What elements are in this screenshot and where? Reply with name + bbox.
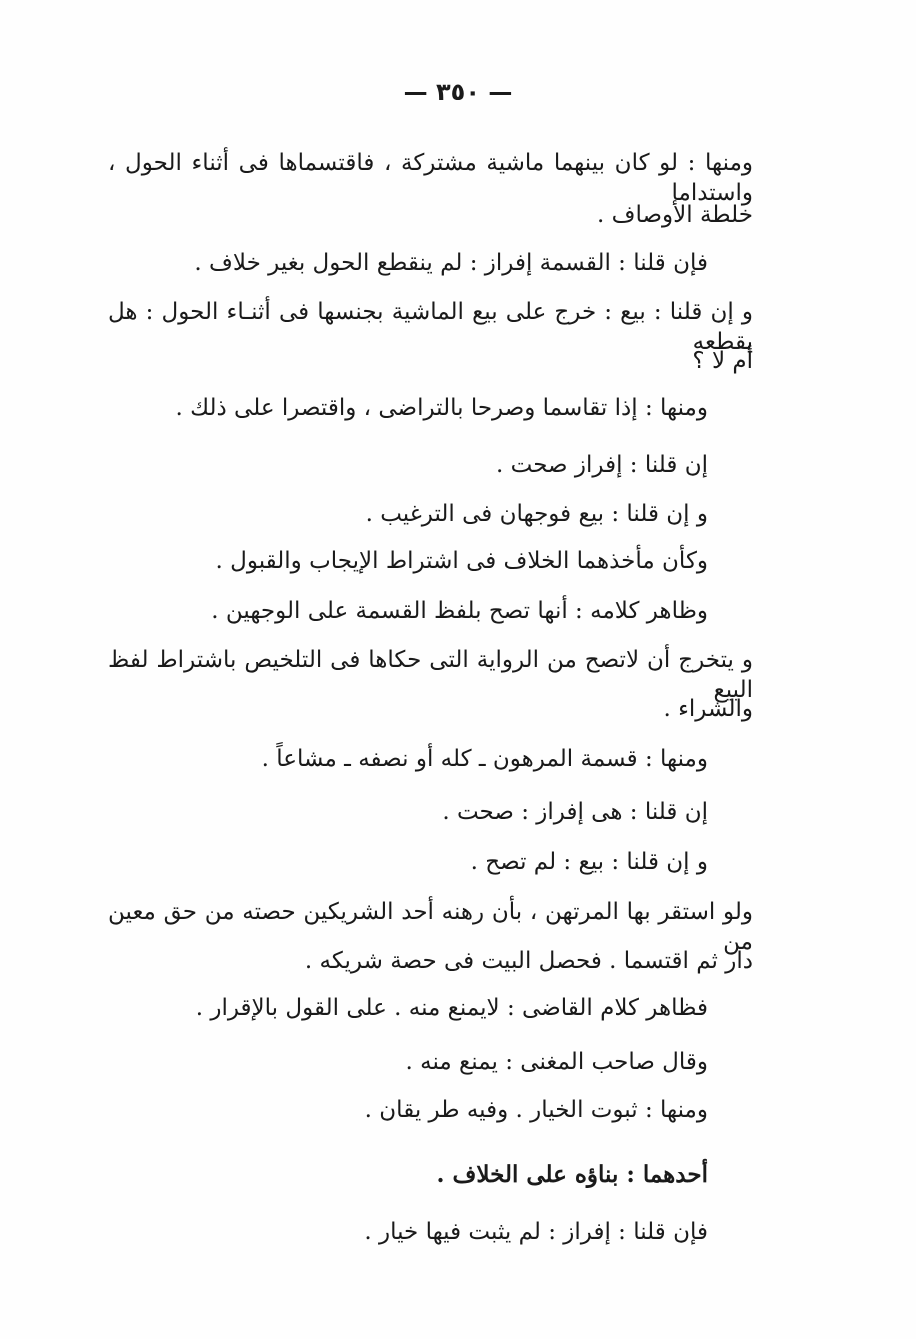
text-line: فإن قلنا : القسمة إفراز : لم ينقطع الحول بغير خلاف . (194, 250, 708, 276)
text-line: و إن قلنا : بيع : خرج على بيع الماشية بجنسها فى أثنـاء الحول : هل يقطعه (108, 299, 753, 355)
text-line: إن قلنا : إفراز صحت . (496, 452, 708, 478)
text-line: وظاهر كلامه : أنها تصح بلفظ القسمة على الوجهين . (211, 598, 708, 624)
text-line: أم لا ؟ (692, 348, 753, 374)
page-number: — ٣٥٠ — (403, 78, 513, 106)
text-line: ومنها : لو كان بينهما ماشية مشتركة ، فاقتسماها فى أثناء الحول ، واستداما (108, 150, 753, 206)
text-line: ولو استقر بها المرتهن ، بأن رهنه أحد الشريكين حصته من حق معين من (108, 899, 753, 955)
text-line: و إن قلنا : بيع فوجهان فى الترغيب . (365, 501, 708, 527)
text-line: خلطة الأوصاف . (597, 202, 753, 228)
text-line: دار ثم اقتسما . فحصل البيت فى حصة شريكه . (304, 948, 753, 974)
text-line: أحدهما : بناؤه على الخلاف . (436, 1161, 708, 1188)
text-line: وقال صاحب المغنى : يمنع منه . (405, 1049, 708, 1075)
text-line: و إن قلنا : بيع : لم تصح . (470, 849, 708, 875)
text-line: و يتخرج أن لاتصح من الرواية التى حكاها فى التلخيص باشتراط لفظ البيع (108, 647, 753, 703)
text-line: فظاهر كلام القاضى : لايمنع منه . على القول بالإقرار . (195, 995, 708, 1021)
text-line: والشراء . (663, 696, 753, 722)
text-line: ومنها : ثبوت الخيار . وفيه طر يقان . (364, 1097, 708, 1123)
text-line: إن قلنا : هى إفراز : صحت . (442, 799, 708, 825)
text-line: وكأن مأخذهما الخلاف فى اشتراط الإيجاب والقبول . (215, 548, 708, 574)
text-line: ومنها : إذا تقاسما وصرحا بالتراضى ، واقتصرا على ذلك . (175, 395, 708, 421)
text-line: فإن قلنا : إفراز : لم يثبت فيها خيار . (364, 1219, 708, 1245)
text-line: ومنها : قسمة المرهون ـ كله أو نصفه ـ مشاعاً . (261, 746, 708, 772)
